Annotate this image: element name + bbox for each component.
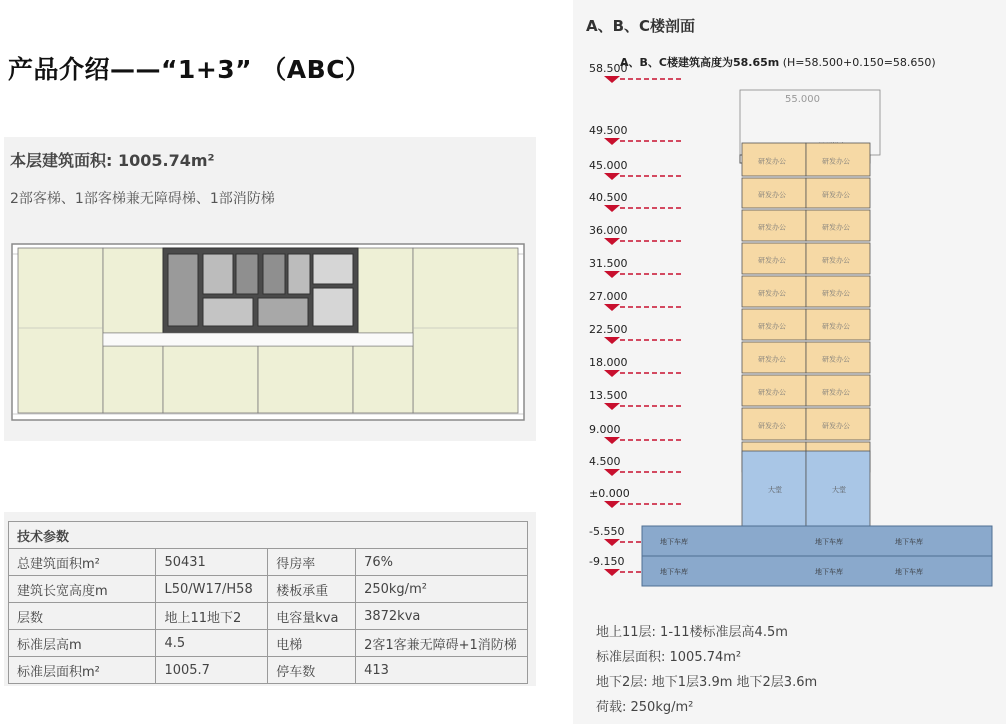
level-label: 49.500 xyxy=(589,124,628,137)
spec-label: 得房率 xyxy=(268,549,356,576)
office-label: 研发办公 xyxy=(822,289,850,298)
office-room-south-2 xyxy=(163,346,258,413)
office-label: 研发办公 xyxy=(822,157,850,166)
note-line: 荷载: 250kg/m² xyxy=(596,700,694,715)
table-row xyxy=(9,549,528,576)
level-label: -5.550 xyxy=(589,525,625,538)
level-marker xyxy=(604,205,620,212)
note-line: 地下2层: 地下1层3.9m 地下2层3.6m xyxy=(596,675,818,690)
level-marker xyxy=(604,539,620,546)
office-room-south-1 xyxy=(103,346,163,413)
floor-area-title: 本层建筑面积: 1005.74m² xyxy=(10,151,215,170)
level-label: 22.500 xyxy=(589,323,628,336)
spec-label: 电容量kva xyxy=(268,603,356,630)
spec-value: 1005.7 xyxy=(156,657,268,684)
level-label: 36.000 xyxy=(589,224,628,237)
floor-plan-drawing xyxy=(8,238,530,426)
office-label: 研发办公 xyxy=(822,422,850,430)
office-room-east xyxy=(413,248,518,413)
table-row xyxy=(9,603,528,630)
spec-header-row xyxy=(9,522,528,549)
spec-value: 76% xyxy=(356,549,528,576)
spec-label: 总建筑面积m² xyxy=(9,549,156,576)
section-height-formula: (H=58.500+0.150=58.650) xyxy=(782,56,936,69)
level-marker xyxy=(604,138,620,145)
office-label: 研发办公 xyxy=(758,355,786,364)
parking-label: 地下车库 xyxy=(660,538,688,546)
section-drawing xyxy=(580,60,1000,600)
office-label: 研发办公 xyxy=(822,223,850,232)
page-title: 产品介绍——“1+3” （ABC） xyxy=(8,55,371,84)
level-label: 18.000 xyxy=(589,356,628,369)
office-room-south-4 xyxy=(353,346,413,413)
office-label: 研发办公 xyxy=(758,322,786,331)
parking-label: 地下车库 xyxy=(895,568,923,576)
level-marker xyxy=(604,501,620,508)
parking-label: 地下车库 xyxy=(815,568,843,576)
office-label: 研发办公 xyxy=(758,191,786,199)
parking-label: 地下车库 xyxy=(895,538,923,546)
section-notes xyxy=(596,620,817,720)
spec-label: 标准层面积m² xyxy=(9,657,156,684)
office-label: 研发办公 xyxy=(758,422,786,430)
lobby-label: 大堂 xyxy=(768,486,782,494)
level-marker xyxy=(604,238,620,245)
office-label: 研发办公 xyxy=(758,157,786,166)
spec-value: 地上11地下2 xyxy=(156,603,268,630)
spec-value: 3872kva xyxy=(356,603,528,630)
parking-label: 地下车库 xyxy=(660,568,688,576)
office-label: 研发办公 xyxy=(822,388,850,397)
level-marker xyxy=(604,569,620,576)
office-room-south-3 xyxy=(258,346,353,413)
spec-label: 停车数 xyxy=(268,657,356,684)
spec-value: 4.5 xyxy=(156,630,268,657)
level-marker xyxy=(604,304,620,311)
office-label: 研发办公 xyxy=(822,355,850,364)
level-marker xyxy=(604,370,620,377)
note-line: 标准层面积: 1005.74m² xyxy=(596,650,742,665)
spec-label: 电梯 xyxy=(268,630,356,657)
table-row xyxy=(9,657,528,684)
level-marker xyxy=(604,403,620,410)
office-room-north-1 xyxy=(103,248,163,333)
section-height-label: A、B、C楼建筑高度为58.65m xyxy=(620,56,780,69)
office-label: 研发办公 xyxy=(758,388,786,397)
spec-label: 层数 xyxy=(9,603,156,630)
office-label: 研发办公 xyxy=(758,223,786,232)
level-label: 45.000 xyxy=(589,159,628,172)
corridor xyxy=(103,333,413,346)
elevator-description: 2部客梯、1部客梯兼无障碍梯、1部消防梯 xyxy=(10,191,275,207)
office-label: 研发办公 xyxy=(758,256,786,265)
level-label: 13.500 xyxy=(589,389,628,402)
roof-width-label: 55.000 xyxy=(785,94,820,105)
level-marker xyxy=(604,469,620,476)
office-room-west xyxy=(18,248,103,413)
office-room-north-2 xyxy=(358,248,413,333)
note-line: 地上11层: 1-11楼标准层高4.5m xyxy=(596,625,788,640)
level-marker xyxy=(604,76,620,83)
section-title: A、B、C楼剖面 xyxy=(586,17,696,35)
spec-table-header: 技术参数 xyxy=(9,522,528,549)
office-label: 研发办公 xyxy=(758,289,786,298)
level-label: 31.500 xyxy=(589,257,628,270)
spec-label: 楼板承重 xyxy=(268,576,356,603)
level-marker xyxy=(604,271,620,278)
level-label: 40.500 xyxy=(589,191,628,204)
spec-value: 413 xyxy=(356,657,528,684)
office-label: 研发办公 xyxy=(822,256,850,265)
table-row xyxy=(9,630,528,657)
level-marker xyxy=(604,437,620,444)
spec-value: 250kg/m² xyxy=(356,576,528,603)
building-core xyxy=(163,248,358,333)
spec-table xyxy=(8,521,528,684)
level-label: -9.150 xyxy=(589,555,625,568)
level-label: 9.000 xyxy=(589,423,621,436)
level-label: 27.000 xyxy=(589,290,628,303)
spec-value: 50431 xyxy=(156,549,268,576)
level-marker xyxy=(604,337,620,344)
spec-label: 建筑长宽高度m xyxy=(9,576,156,603)
level-label: ±0.000 xyxy=(589,487,630,500)
office-label: 研发办公 xyxy=(822,191,850,199)
lobby-label: 大堂 xyxy=(832,486,846,494)
spec-value: 2客1客兼无障碍+1消防梯 xyxy=(356,630,528,657)
level-marker xyxy=(604,173,620,180)
spec-value: L50/W17/H58 xyxy=(156,576,268,603)
office-label: 研发办公 xyxy=(822,322,850,331)
level-label: 4.500 xyxy=(589,455,621,468)
parking-label: 地下车库 xyxy=(815,538,843,546)
spec-label: 标准层高m xyxy=(9,630,156,657)
table-row xyxy=(9,576,528,603)
level-label: 58.500 xyxy=(589,62,628,75)
